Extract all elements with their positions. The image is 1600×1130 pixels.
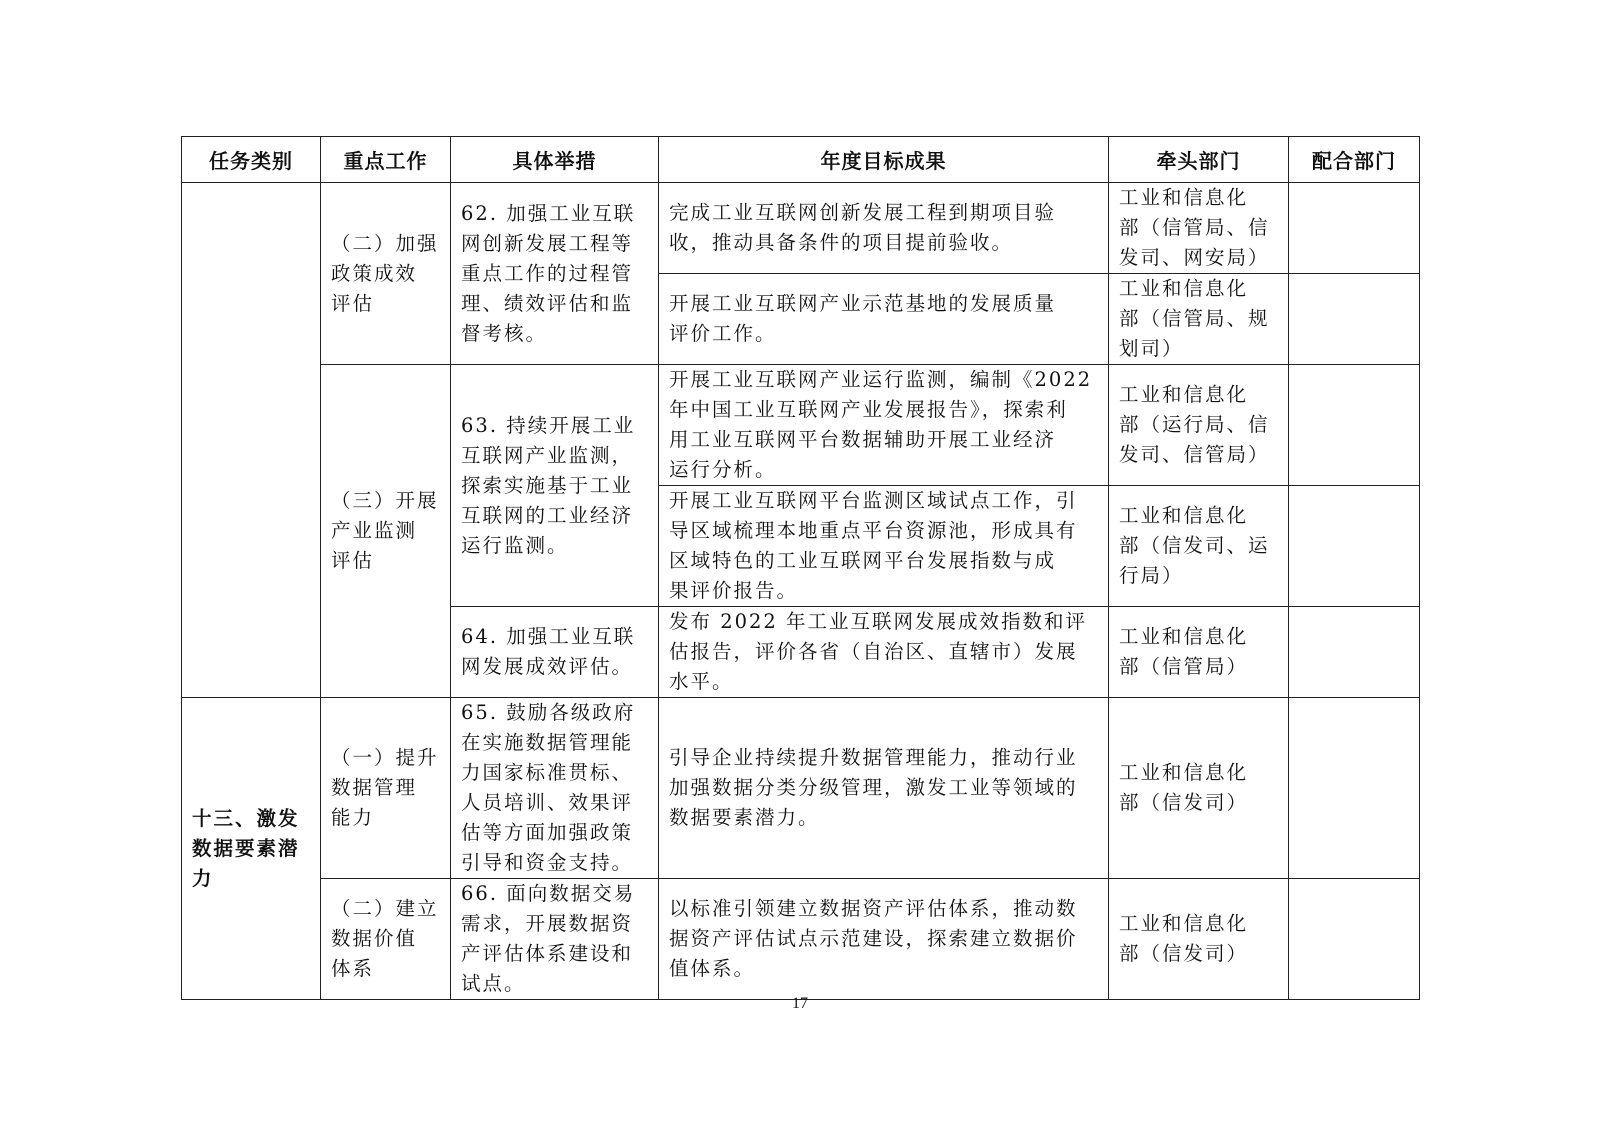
- target-cell: 开展工业互联网产业运行监测，编制《2022 年中国工业互联网产业发展报告》，探索利 用工业互联网平台数据辅助开展工业经济 运行分析。: [659, 365, 1109, 486]
- lead-dept-cell: 工业和信息化 部（信发司、运 行局）: [1109, 486, 1289, 607]
- header-row: [182, 137, 1420, 183]
- key-work-cell: （三）开展 产业监测 评估: [321, 365, 451, 698]
- header-annual-target: 年度目标成果: [659, 137, 1109, 183]
- support-dept-cell: [1289, 879, 1420, 1000]
- measure-cell: 63. 持续开展工业 互联网产业监测， 探索实施基于工业 互联网的工业经济 运行监测。: [451, 365, 659, 607]
- lead-dept-cell: 工业和信息化 部（信管局、信 发司、网安局）: [1109, 183, 1289, 274]
- lead-dept-cell: 工业和信息化 部（信发司）: [1109, 698, 1289, 879]
- measure-cell: 65. 鼓励各级政府 在实施数据管理能 力国家标准贯标、 人员培训、效果评 估等方面加强政策 引导和资金支持。: [451, 698, 659, 879]
- support-dept-cell: [1289, 607, 1420, 698]
- lead-dept-cell: 工业和信息化 部（信管局）: [1109, 607, 1289, 698]
- lead-dept-cell: 工业和信息化 部（信管局、规 划司）: [1109, 274, 1289, 365]
- lead-dept-cell: 工业和信息化 部（信发司）: [1109, 879, 1289, 1000]
- task-table: [181, 136, 1420, 1000]
- target-cell: 引导企业持续提升数据管理能力，推动行业 加强数据分类分级管理，激发工业等领域的 数据要素潜力。: [659, 698, 1109, 879]
- measure-cell: 62. 加强工业互联 网创新发展工程等 重点工作的过程管 理、绩效评估和监 督考核。: [451, 183, 659, 365]
- measure-cell: 64. 加强工业互联 网发展成效评估。: [451, 607, 659, 698]
- target-cell: 开展工业互联网平台监测区域试点工作，引 导区域梳理本地重点平台资源池，形成具有 区域特色的工业互联网平台发展指数与成 果评价报告。: [659, 486, 1109, 607]
- measure-cell: 66. 面向数据交易 需求，开展数据资 产评估体系建设和 试点。: [451, 879, 659, 1000]
- target-cell: 发布 2022 年工业互联网发展成效指数和评 估报告，评价各省（自治区、直辖市）发展 水平。: [659, 607, 1109, 698]
- support-dept-cell: [1289, 274, 1420, 365]
- category-cell: [182, 183, 321, 698]
- support-dept-cell: [1289, 486, 1420, 607]
- target-cell: 开展工业互联网产业示范基地的发展质量 评价工作。: [659, 274, 1109, 365]
- support-dept-cell: [1289, 698, 1420, 879]
- support-dept-cell: [1289, 365, 1420, 486]
- support-dept-cell: [1289, 183, 1420, 274]
- key-work-cell: （二）加强 政策成效 评估: [321, 183, 451, 365]
- table-row: [182, 879, 1420, 1000]
- table-row: [182, 183, 1420, 274]
- table-row: [182, 365, 1420, 486]
- category-cell: 十三、激发 数据要素潜 力: [182, 698, 321, 1000]
- target-cell: 完成工业互联网创新发展工程到期项目验 收，推动具备条件的项目提前验收。: [659, 183, 1109, 274]
- target-cell: 以标准引领建立数据资产评估体系，推动数 据资产评估试点示范建设，探索建立数据价 值体系。: [659, 879, 1109, 1000]
- lead-dept-cell: 工业和信息化 部（运行局、信 发司、信管局）: [1109, 365, 1289, 486]
- key-work-cell: （二）建立 数据价值 体系: [321, 879, 451, 1000]
- header-support-dept: 配合部门: [1289, 137, 1420, 183]
- key-work-cell: （一）提升 数据管理 能力: [321, 698, 451, 879]
- header-key-work: 重点工作: [321, 137, 451, 183]
- header-lead-dept: 牵头部门: [1109, 137, 1289, 183]
- header-task-category: 任务类别: [182, 137, 321, 183]
- page-number: 17: [792, 995, 808, 1012]
- header-measure: 具体举措: [451, 137, 659, 183]
- table-row: [182, 698, 1420, 879]
